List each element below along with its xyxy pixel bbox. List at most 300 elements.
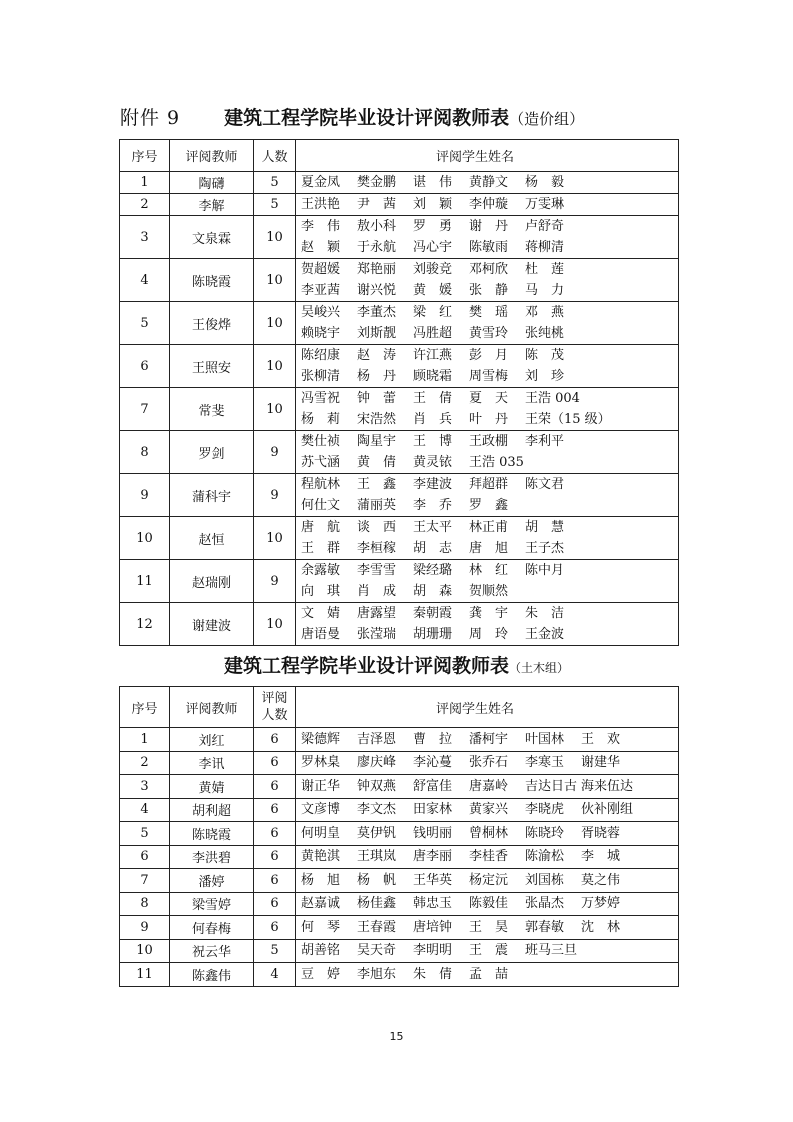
student-name: 张柳清 (301, 369, 341, 384)
student-name: 郑艳丽 (357, 262, 397, 277)
table-row (120, 728, 679, 752)
teacher-name: 梁雪婷 (170, 892, 254, 916)
row-number: 8 (120, 892, 170, 916)
row-number: 4 (120, 798, 170, 822)
student-name: 贺顺然 (469, 584, 509, 599)
student-name: 钟双燕 (357, 778, 397, 794)
student-name: 冯心宇 (413, 240, 453, 255)
student-name: 谌 伟 (413, 175, 453, 190)
student-name: 谢兴悦 (357, 283, 397, 298)
student-name: 王 昊 (469, 919, 509, 935)
student-name: 李晓虎 (525, 802, 565, 818)
student-name: 胡 慧 (525, 520, 565, 535)
student-name: 赖晓宇 (301, 326, 341, 341)
student-name: 李桓稼 (357, 541, 397, 556)
student-name: 苏弋涵 (301, 455, 341, 470)
student-name: 潘柯宇 (469, 731, 509, 747)
table-row (120, 892, 679, 916)
student-name: 黄灵铱 (413, 455, 453, 470)
student-name: 王 鑫 (357, 477, 397, 492)
student-name: 李亚茜 (301, 283, 341, 298)
teacher-name: 蒲科宇 (170, 474, 254, 517)
student-name: 顾晓霜 (413, 369, 453, 384)
teacher-name: 黄婧 (170, 775, 254, 799)
student-name: 张乔石 (469, 755, 509, 771)
table-row (120, 916, 679, 940)
header-cell: 评阅学生姓名 (296, 687, 679, 728)
student-name: 万梦婷 (581, 896, 621, 912)
student-count: 9 (254, 560, 296, 603)
student-name: 胥晓蓉 (581, 825, 621, 841)
row-number: 9 (120, 474, 170, 517)
student-name: 于永航 (357, 240, 397, 255)
student-line (301, 846, 678, 867)
student-name: 肖 成 (357, 584, 397, 599)
student-count: 6 (254, 869, 296, 893)
row-number: 3 (120, 775, 170, 799)
student-name: 尹 茜 (357, 197, 397, 212)
student-name: 马 力 (525, 283, 565, 298)
row-number: 10 (120, 517, 170, 560)
student-names (296, 728, 679, 752)
student-name: 陈 茂 (525, 348, 565, 363)
teacher-name: 赵瑞刚 (170, 560, 254, 603)
table-row (120, 302, 679, 345)
student-name: 王政棚 (469, 434, 509, 449)
student-name: 胡 志 (413, 541, 453, 556)
student-names (296, 603, 679, 646)
student-name: 赵 颖 (301, 240, 341, 255)
student-line (301, 964, 678, 985)
student-name: 钟 蕾 (357, 391, 397, 406)
row-number: 5 (120, 302, 170, 345)
student-name: 李文杰 (357, 802, 397, 818)
student-name: 周雪梅 (469, 369, 509, 384)
student-line (301, 624, 678, 645)
student-names (296, 517, 679, 560)
student-name: 王琪岚 (357, 849, 397, 865)
reviewer-table-cost-group (119, 139, 679, 646)
student-line (301, 603, 678, 624)
student-name: 李仲璇 (469, 197, 509, 212)
student-names (296, 939, 679, 963)
student-name: 王浩 035 (469, 455, 524, 470)
teacher-name: 谢建波 (170, 603, 254, 646)
student-name: 王金波 (525, 627, 565, 642)
student-line (301, 388, 678, 409)
table-header-row (120, 687, 679, 728)
student-line (301, 823, 678, 844)
row-number: 9 (120, 916, 170, 940)
student-name: 李寒玉 (525, 755, 565, 771)
teacher-name: 陈晓霞 (170, 259, 254, 302)
student-names (296, 474, 679, 517)
student-name: 王子杰 (525, 541, 565, 556)
table-row (120, 845, 679, 869)
student-name: 王洪艳 (301, 197, 341, 212)
student-name: 赵 涛 (357, 348, 397, 363)
row-number: 3 (120, 216, 170, 259)
student-name: 李 乔 (413, 498, 453, 513)
student-name: 梁德辉 (301, 731, 341, 747)
student-name: 罗 勇 (413, 219, 453, 234)
student-name: 唐露望 (357, 606, 397, 621)
table-row (120, 603, 679, 646)
student-name: 王浩 004 (525, 391, 580, 406)
student-names (296, 751, 679, 775)
student-name: 刘 颖 (413, 197, 453, 212)
teacher-name: 潘婷 (170, 869, 254, 893)
section2-title (0, 652, 793, 680)
student-names (296, 216, 679, 259)
student-line (301, 345, 678, 366)
teacher-name: 李解 (170, 194, 254, 216)
teacher-name: 王俊烨 (170, 302, 254, 345)
student-line (301, 194, 678, 215)
table-row (120, 194, 679, 216)
student-name: 王 倩 (413, 391, 453, 406)
student-name: 刘骏竞 (413, 262, 453, 277)
student-name: 冯胜超 (413, 326, 453, 341)
student-count: 6 (254, 728, 296, 752)
student-name: 王春霞 (357, 919, 397, 935)
student-name: 韩忠玉 (413, 896, 453, 912)
student-line (301, 538, 678, 559)
table-row (120, 939, 679, 963)
student-name: 吴天奇 (357, 943, 397, 959)
student-name: 朱 倩 (413, 966, 453, 982)
student-names (296, 775, 679, 799)
header-cell: 评阅教师 (170, 687, 254, 728)
student-name: 陈中月 (525, 563, 565, 578)
student-count: 6 (254, 775, 296, 799)
student-name: 胡珊珊 (413, 627, 453, 642)
header-cell: 人数 (254, 140, 296, 172)
student-name: 张 静 (469, 283, 509, 298)
table-header-row (120, 140, 679, 172)
row-number: 8 (120, 431, 170, 474)
student-name: 李董杰 (357, 305, 397, 320)
student-name: 万雯琳 (525, 197, 565, 212)
student-name: 周 玲 (469, 627, 509, 642)
row-number: 1 (120, 728, 170, 752)
student-name: 唐 航 (301, 520, 341, 535)
student-name: 王 震 (469, 943, 509, 959)
student-name: 谈 西 (357, 520, 397, 535)
student-name: 王华英 (413, 872, 453, 888)
page-number: 15 (389, 1030, 404, 1043)
section1-title (120, 104, 680, 132)
student-name: 张滢瑞 (357, 627, 397, 642)
student-line (301, 323, 678, 344)
student-count: 5 (254, 172, 296, 194)
student-name: 陈敏雨 (469, 240, 509, 255)
student-name: 陈文君 (525, 477, 565, 492)
teacher-name: 祝云华 (170, 939, 254, 963)
student-name: 余露敏 (301, 563, 341, 578)
student-name: 胡 森 (413, 584, 453, 599)
table-row (120, 775, 679, 799)
student-names (296, 560, 679, 603)
student-name: 梁 红 (413, 305, 453, 320)
student-name: 郭春敏 (525, 919, 565, 935)
student-name: 敖小科 (357, 219, 397, 234)
teacher-name: 陈鑫伟 (170, 963, 254, 987)
student-name: 莫之伟 (581, 872, 621, 888)
table-row (120, 345, 679, 388)
student-name: 冯雪祝 (301, 391, 341, 406)
section2-group: （土木组） (509, 661, 570, 675)
row-number: 11 (120, 560, 170, 603)
student-names (296, 431, 679, 474)
student-name: 海来伍达 (581, 778, 634, 794)
student-name: 曹 拉 (413, 731, 453, 747)
student-name: 何仕文 (301, 498, 341, 513)
student-count: 10 (254, 259, 296, 302)
student-names (296, 388, 679, 431)
student-name: 杨 莉 (301, 412, 341, 427)
student-name: 吴峻兴 (301, 305, 341, 320)
student-names (296, 798, 679, 822)
student-name: 唐嘉岭 (469, 778, 509, 794)
student-name: 宋浩然 (357, 412, 397, 427)
student-count: 9 (254, 474, 296, 517)
row-number: 5 (120, 822, 170, 846)
student-names (296, 259, 679, 302)
reviewer-table-civil-group (119, 686, 679, 987)
student-name: 向 琪 (301, 584, 341, 599)
student-name: 王荣（15 级） (525, 412, 611, 427)
student-line (301, 581, 678, 602)
student-line (301, 870, 678, 891)
row-number: 2 (120, 751, 170, 775)
row-number: 6 (120, 845, 170, 869)
student-name: 卢舒奇 (525, 219, 565, 234)
student-count: 6 (254, 916, 296, 940)
student-name: 叶 丹 (469, 412, 509, 427)
student-name: 李利平 (525, 434, 565, 449)
student-name: 李建波 (413, 477, 453, 492)
student-count: 5 (254, 194, 296, 216)
student-name: 文彦博 (301, 802, 341, 818)
student-name: 王 博 (413, 434, 453, 449)
table-row (120, 474, 679, 517)
student-name: 唐 旭 (469, 541, 509, 556)
student-count: 9 (254, 431, 296, 474)
student-name: 黄 媛 (413, 283, 453, 298)
student-names (296, 892, 679, 916)
student-name: 陈毅佳 (469, 896, 509, 912)
student-name: 杨 旭 (301, 872, 341, 888)
table-row (120, 822, 679, 846)
section2-title-text: 建筑工程学院毕业设计评阅教师表 (223, 655, 509, 677)
student-name: 黄静文 (469, 175, 509, 190)
table-row (120, 963, 679, 987)
student-line (301, 799, 678, 820)
student-name: 黄 倩 (357, 455, 397, 470)
student-name: 程航林 (301, 477, 341, 492)
student-name: 吉泽恩 (357, 731, 397, 747)
student-name: 杨 帆 (357, 872, 397, 888)
student-name: 黄雪玲 (469, 326, 509, 341)
student-name: 李明明 (413, 943, 453, 959)
student-name: 彭 月 (469, 348, 509, 363)
student-line (301, 237, 678, 258)
student-line (301, 409, 678, 430)
student-names (296, 345, 679, 388)
student-count: 10 (254, 388, 296, 431)
student-name: 蒲丽英 (357, 498, 397, 513)
student-count: 4 (254, 963, 296, 987)
student-names (296, 963, 679, 987)
table-row (120, 172, 679, 194)
header-cell: 序号 (120, 140, 170, 172)
student-name: 王 欢 (581, 731, 621, 747)
student-name: 夏金凤 (301, 175, 341, 190)
teacher-name: 刘红 (170, 728, 254, 752)
student-name: 何 琴 (301, 919, 341, 935)
student-name: 樊仕祯 (301, 434, 341, 449)
student-count: 6 (254, 798, 296, 822)
teacher-name: 文泉霖 (170, 216, 254, 259)
student-names (296, 302, 679, 345)
student-name: 刘国栋 (525, 872, 565, 888)
student-name: 李雪雪 (357, 563, 397, 578)
student-name: 莫伊钒 (357, 825, 397, 841)
table-row (120, 751, 679, 775)
teacher-name: 李洪碧 (170, 845, 254, 869)
student-names (296, 845, 679, 869)
student-name: 樊 瑶 (469, 305, 509, 320)
student-name: 杨定沅 (469, 872, 509, 888)
student-line (301, 776, 678, 797)
student-name: 吉达日古 (525, 778, 578, 794)
student-line (301, 917, 678, 938)
student-name: 王太平 (413, 520, 453, 535)
row-number: 11 (120, 963, 170, 987)
student-line (301, 280, 678, 301)
student-name: 唐培钟 (413, 919, 453, 935)
student-line (301, 495, 678, 516)
student-count: 6 (254, 822, 296, 846)
student-name: 刘 珍 (525, 369, 565, 384)
header-cell: 评阅教师 (170, 140, 254, 172)
table-row (120, 259, 679, 302)
teacher-name: 陶礴 (170, 172, 254, 194)
header-cell: 序号 (120, 687, 170, 728)
student-name: 胡善铭 (301, 943, 341, 959)
student-name: 张晶杰 (525, 896, 565, 912)
student-name: 沈 林 (581, 919, 621, 935)
section1-title-text: 建筑工程学院毕业设计评阅教师表 (224, 107, 510, 129)
student-name: 杨佳鑫 (357, 896, 397, 912)
table-row (120, 798, 679, 822)
student-name: 贺超媛 (301, 262, 341, 277)
student-names (296, 194, 679, 216)
student-name: 龚 宇 (469, 606, 509, 621)
student-name: 舒富佳 (413, 778, 453, 794)
teacher-name: 赵恒 (170, 517, 254, 560)
student-line (301, 302, 678, 323)
row-number: 12 (120, 603, 170, 646)
student-name: 蒋柳清 (525, 240, 565, 255)
student-names (296, 869, 679, 893)
student-line (301, 431, 678, 452)
teacher-name: 王照安 (170, 345, 254, 388)
student-name: 陈晓玲 (525, 825, 565, 841)
student-name: 杨 毅 (525, 175, 565, 190)
student-names (296, 916, 679, 940)
teacher-name: 何春梅 (170, 916, 254, 940)
student-count: 10 (254, 216, 296, 259)
student-name: 朱 洁 (525, 606, 565, 621)
student-name: 曾桐林 (469, 825, 509, 841)
student-name: 秦朝霞 (413, 606, 453, 621)
teacher-name: 李讯 (170, 751, 254, 775)
student-count: 6 (254, 845, 296, 869)
student-names (296, 822, 679, 846)
table-row (120, 216, 679, 259)
student-line (301, 729, 678, 750)
student-name: 孟 喆 (469, 966, 509, 982)
student-name: 谢 丹 (469, 219, 509, 234)
student-name: 李 城 (581, 849, 621, 865)
teacher-name: 胡利超 (170, 798, 254, 822)
student-name: 叶国林 (525, 731, 565, 747)
teacher-name: 常斐 (170, 388, 254, 431)
table-row (120, 560, 679, 603)
student-line (301, 452, 678, 473)
student-name: 刘斯靓 (357, 326, 397, 341)
student-name: 林正甫 (469, 520, 509, 535)
student-name: 樊金鹏 (357, 175, 397, 190)
student-name: 黄艳淇 (301, 849, 341, 865)
student-name: 谢建华 (581, 755, 621, 771)
student-name: 文 婧 (301, 606, 341, 621)
student-name: 谢正华 (301, 778, 341, 794)
student-name: 李沁蔓 (413, 755, 453, 771)
student-count: 6 (254, 892, 296, 916)
student-name: 陈绍康 (301, 348, 341, 363)
header-cell: 评阅学生姓名 (296, 140, 679, 172)
student-line (301, 752, 678, 773)
student-line (301, 517, 678, 538)
student-name: 罗林臬 (301, 755, 341, 771)
header-cell: 评阅人数 (254, 687, 296, 728)
student-count: 10 (254, 345, 296, 388)
table-row (120, 431, 679, 474)
student-name: 林 红 (469, 563, 509, 578)
student-count: 10 (254, 302, 296, 345)
student-count: 10 (254, 603, 296, 646)
student-name: 王 群 (301, 541, 341, 556)
student-name: 拜超群 (469, 477, 509, 492)
student-line (301, 366, 678, 387)
row-number: 6 (120, 345, 170, 388)
student-name: 唐李丽 (413, 849, 453, 865)
table-row (120, 869, 679, 893)
student-name: 唐语曼 (301, 627, 341, 642)
section1-group: （造价组） (509, 110, 585, 128)
student-line (301, 172, 678, 193)
student-name: 邓柯欣 (469, 262, 509, 277)
student-name: 钱明丽 (413, 825, 453, 841)
attachment-label: 附件 9 (120, 107, 181, 129)
row-number: 1 (120, 172, 170, 194)
student-line (301, 560, 678, 581)
teacher-name: 罗剑 (170, 431, 254, 474)
student-name: 杨 丹 (357, 369, 397, 384)
